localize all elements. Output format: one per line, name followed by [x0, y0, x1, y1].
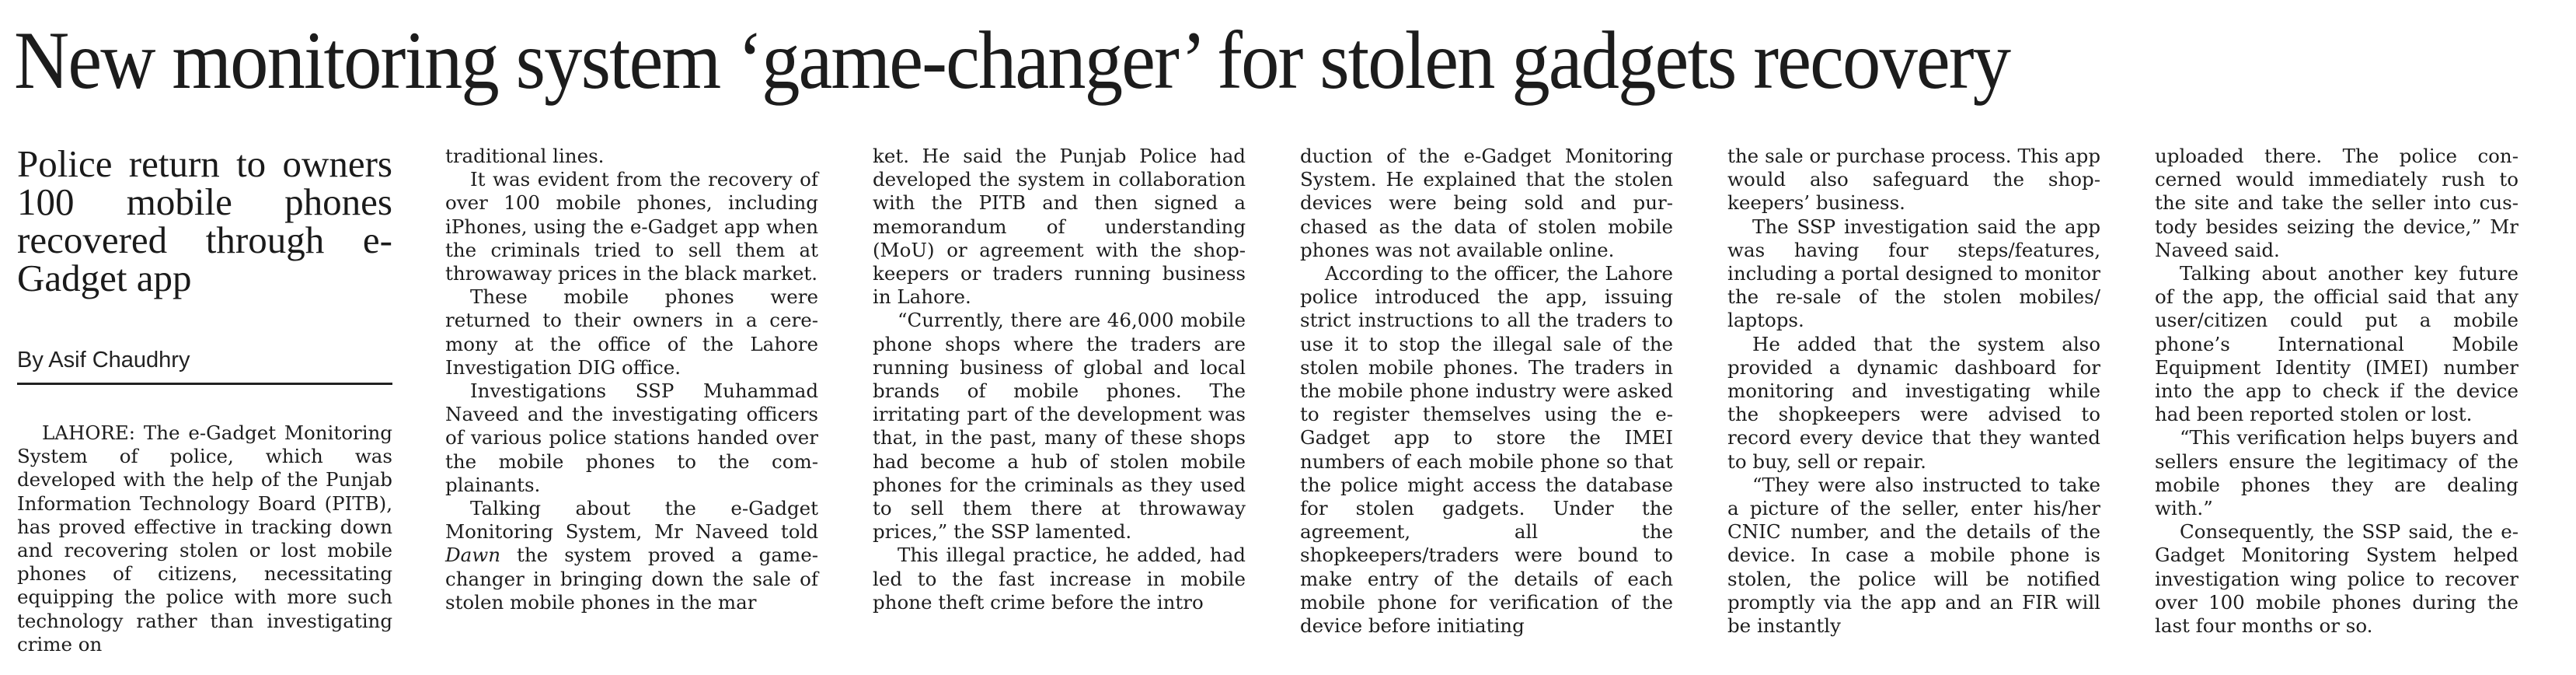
paragraph-text: Talking about the e-Gadget Monitoring System, Mr Naveed told	[445, 497, 818, 544]
paragraph: traditional lines.	[445, 145, 605, 167]
paragraph	[445, 497, 818, 614]
article-column-5	[1727, 145, 2100, 638]
paragraph: According to the officer, the Lahore police introduced the app, issuing strict instructions to all the traders to use it to stop the illegal sale of the stolen mobile phones. The traders in the mobile phone industry were asked to register themselves using the e-Gadget app to store the IMEI numbers of each mobile phone so that the police might access the database for stolen gadgets. Under the agreement, all the shopkeepers/traders were bound to make entry of the details of each mobile phone for verification of the device before initiating	[1300, 262, 1673, 638]
paragraph: duction of the e-Gadget Monitoring System. He explained that the stolen devices were being sold and purchased as the data of stolen mobile phones was not available online.	[1300, 145, 1673, 261]
article-column-1	[17, 142, 392, 656]
paragraph: “Currently, there are 46,000 mobile phone shops where the traders are running business of global and local brands of mobile phones. The irritating part of the development was that, in the past, many of these shops had become a hub of stolen mobile phones for the criminals as they used to sell them there at throwaway prices,” the SSP lamented.	[873, 309, 1246, 544]
paragraph: These mobile phones were returned to their owners in a ceremony at the office of the Lahore Investigation DIG office.	[445, 285, 818, 379]
paragraph: This illegal practice, he added, had led to the fast increase in mobile phone theft crime before the intro	[873, 544, 1246, 614]
column-body	[17, 421, 392, 656]
paragraph: The SSP investigation said the app was having four steps/features, including a portal designed to monitor the re-sale of the stolen mobiles/ laptops.	[1727, 215, 2100, 332]
paragraph: It was evident from the recovery of over 100 mobile phones, including iPhones, using the e-Gadget app when the criminals tried to sell them at throwaway prices in the black market.	[445, 168, 818, 285]
publication-name: Dawn	[445, 544, 500, 567]
paragraph: Investigations SSP Muhammad Naveed and the investigating officers of various police stations handed over the mobile phones to the complainants.	[445, 379, 818, 496]
paragraph: Talking about another key future of the app, the official said that any user/citizen could put a mobile phone’s International Mobile Equipment Identity (IMEI) number into the app to check if the device had been reported stolen or lost.	[2155, 262, 2518, 426]
deck-subheadline: Police return to owners 100 mobile phones recovered through e-Gadget app	[17, 142, 392, 299]
paragraph: He added that the system also provided a dynamic dashboard for monitoring and investigating while the shopkeepers were advised to record every device that they wanted to buy, sell or repair.	[1727, 332, 2100, 473]
headline: New monitoring system ‘game-changer’ for stolen gadgets recovery	[14, 15, 2010, 106]
article-column-3	[873, 145, 1246, 614]
paragraph: uploaded there. The police concerned would immediately rush to the site and take the seller into custody besides seizing the device,” Mr Naveed said.	[2155, 145, 2518, 261]
article-column-6	[2155, 145, 2518, 638]
paragraph: LAHORE: The e-Gadget Monitoring System of police, which was developed with the help of the Punjab Information Technology Board (PITB), has proved effective in tracking down and recovering stolen or lost mobile phones of citizens, necessitating equipping the police with more such technology rather than investigating crime on	[17, 421, 392, 656]
article-column-4	[1300, 145, 1673, 638]
paragraph: the sale or purchase process. This app would also safeguard the shopkeepers’ business.	[1727, 145, 2100, 215]
byline: By Asif Chaudhry	[17, 348, 190, 372]
paragraph: Consequently, the SSP said, the e-Gadget Monitoring System helped investigation wing police to recover over 100 mobile phones during the last four months or so.	[2155, 520, 2518, 638]
byline-divider	[17, 383, 392, 385]
paragraph: “This verification helps buyers and sellers ensure the legitimacy of the mobile phones they are dealing with.”	[2155, 426, 2518, 520]
article-column-2	[445, 145, 818, 614]
paragraph: ket. He said the Punjab Police had developed the system in collaboration with the PITB and then signed a memorandum of understanding (MoU) or agreement with the shopkeepers or traders running business in Lahore.	[873, 145, 1246, 309]
paragraph-text: the system proved a game-changer in bringing down the sale of stolen mobile phones in the mar	[445, 544, 818, 614]
paragraph: “They were also instructed to take a picture of the seller, enter his/her CNIC number, and the details of the device. In case a mobile phone is stolen, the police will be notified promptly via the app and an FIR will be instantly	[1727, 473, 2100, 638]
